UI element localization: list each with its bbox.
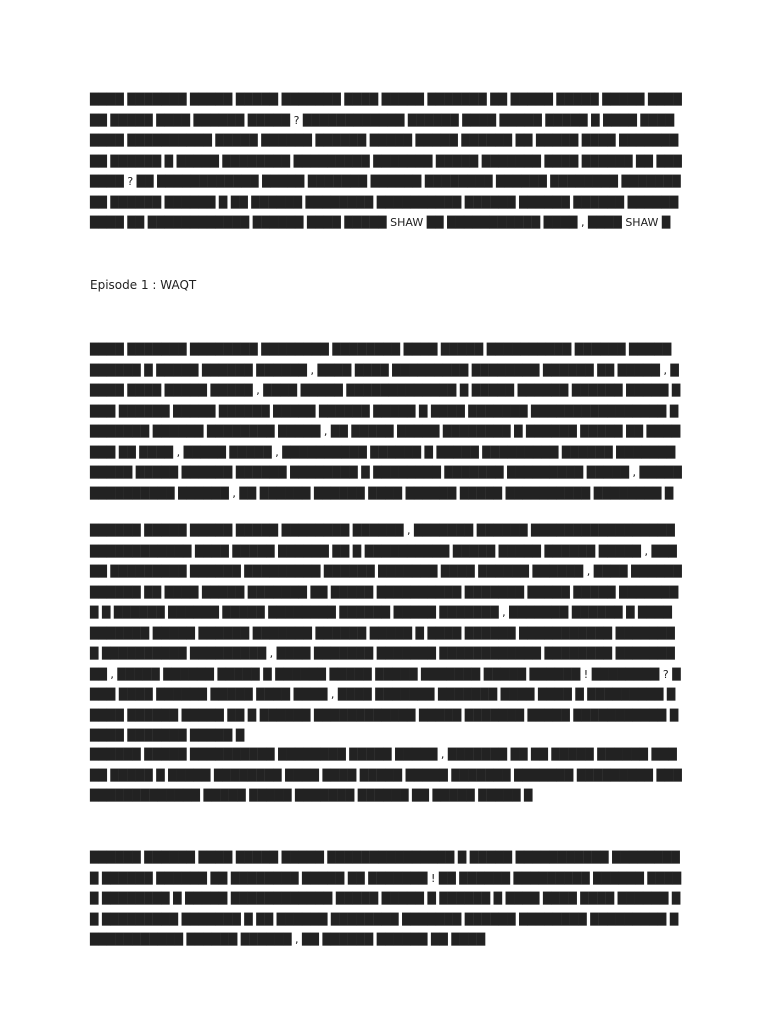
paragraph-2: ██████ █████ █████ █████ ████████ ██████ , ███████ ██████ █████████████████ ████████████ ████ █████ ██████ ██ █ ██████████ █████ █████ ██████ █████ , █████ █████████ ██████ █████████ ██████ ███████ ████ ██████ ██████ , ████ ██████ ██████ ██ ████ █████ ███████ ██ █████ ██████████ ███████ █████ █████ ████████ █ ██████ ██████ █████ ████████ ██████ █████ ███████ , ███████ ██████ █ ████ ███████ █████ ██████ ███████ ██████ █████ █ ████ ██████ ███████████ ████████ ██████████ █████████ , ████ ███████ ███████ ████████████ ████████ █████████ , █████ ██████ █████ █ ██████ █████ █████ ███████ █████ ██████ ! ████████ ? ████ ████ ██████ █████ ████ ████ , ████ ███████ ███████ ████ ████ █ █████████ █████ ██████ █████ ██ █ ██████ ████████████ █████ ███████ █████ ███████████ █████ ███████ █████ █ [90,524,682,742]
paragraph-3: ██████ █████ ██████████ ████████ █████ █████ , ███████ ██ ██ █████ ██████ █████ █████ █ █████ ████████ ████ ████ █████ █████ ███████ ███████ █████████ ████████████████ █████ █████ ███████ ██████ ██ █████ █████ █ [90,748,682,802]
episode-title: Episode 1 : WAQT [90,278,197,292]
paragraph-4: ██████ ██████ ████ █████ █████ ███████████████ █ █████ ███████████ █████████ ██████ ██████ ██ ████████ █████ ██ ███████ ! ██ ██████ █████████ ██████ █████ ████████ █ █████ ████████████ █████ █████ █ ██████ █ ████ ████ ████ ██████ ██ █████████ ███████ █ ██ ██████ ████████ ███████ ██████ ████████ █████████ ████████████ ██████ ██████ , ██ ██████ ██████ ██ ████ [90,851,682,946]
intro-paragraph: ████ ███████ █████ █████ ███████ ████ █████ ███████ ██ █████ █████ █████ ██████ █████ ████ ██████ █████ ? ████████████ ██████ ████ █████ █████ █ ████ ████████ ██████████ █████ ██████ ██████ █████ █████ ██████ ██ █████ ████ ███████ ██ ██████ █ █████ ████████ █████████ ███████ █████ ███████ ████ ██████ ██ ███████ ? ██ ████████████ █████ ███████ ██████ ████████ ██████ ████████ █████████ ██████ ██████ █ ██ ██████ ████████ ██████████ ██████ ██████ ██████ ██████████ ██ ████████████ ██████ ████ █████ SHAW ██ ███████████ ████ , ████ SHAW █ [90,93,682,229]
paragraph-1: ████ ███████ ████████ ████████ ████████ ████ █████ ██████████ ██████ █████ ██████ █ █████ ██████ ██████ , ████ ████ █████████ ████████ ██████ ██ █████ , █████ ████ █████ █████ , ████ █████ █████████████ █ █████ ██████ ██████ █████ ████ ██████ █████ ██████ █████ ██████ █████ █ ████ ███████ ████████████████ ████████ ██████ ████████ █████ , ██ █████ █████ ████████ █ ██████ █████ ██ ███████ ██ ████ , █████ █████ , ██████████ ██████ █ █████ █████████ ██████ ███████ █████ █████ ██████ ██████ ████████ █ ████████ ███████ █████████ █████ , █████ ██████████ ██████ , ██ ██████ ██████ ████ ██████ █████ ██████████ ████████ █ [90,343,682,500]
